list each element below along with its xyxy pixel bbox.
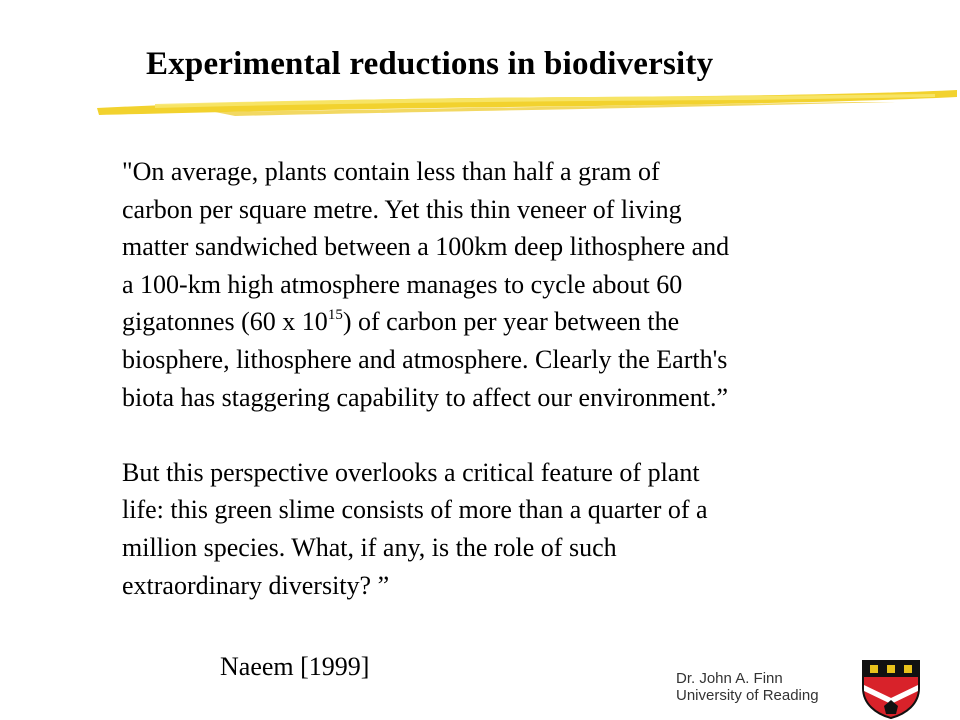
- exponent: 15: [327, 306, 343, 323]
- quote-line: But this perspective overlooks a critical feature of plant: [122, 457, 700, 487]
- quote-line: a 100-km high atmosphere manages to cycle about 60: [122, 269, 683, 299]
- author-affiliation: University of Reading: [676, 687, 819, 704]
- quote-text: gigatonnes (60 x 10: [122, 307, 328, 337]
- slide-title: Experimental reductions in biodiversity: [146, 46, 714, 82]
- quote-text: ) of carbon per year between the: [342, 307, 680, 337]
- quote-line: [122, 303, 882, 341]
- quote-line: million species. What, if any, is the role of such: [122, 532, 617, 562]
- quote-line: matter sandwiched between a 100km deep lithosphere and: [122, 232, 730, 262]
- paragraph-gap: [122, 416, 882, 454]
- citation: Naeem [1999]: [220, 652, 370, 681]
- university-crest-icon: [860, 658, 922, 720]
- author-name: Dr. John A. Finn: [676, 670, 783, 687]
- quote-line: biosphere, lithosphere and atmosphere. Clearly the Earth's: [122, 344, 728, 374]
- quote-block: [122, 153, 882, 604]
- quote-line: carbon per square metre. Yet this thin veneer of living: [122, 194, 682, 224]
- quote-line: extraordinary diversity? ”: [122, 570, 390, 600]
- quote-line: "On average, plants contain less than half a gram of: [122, 157, 660, 186]
- author-credit: [676, 670, 819, 704]
- quote-line: biota has staggering capability to affect our environment.”: [122, 382, 728, 412]
- quote-line: life: this green slime consists of more than a quarter of a: [122, 495, 708, 525]
- title-underline-brushstroke: [95, 82, 960, 122]
